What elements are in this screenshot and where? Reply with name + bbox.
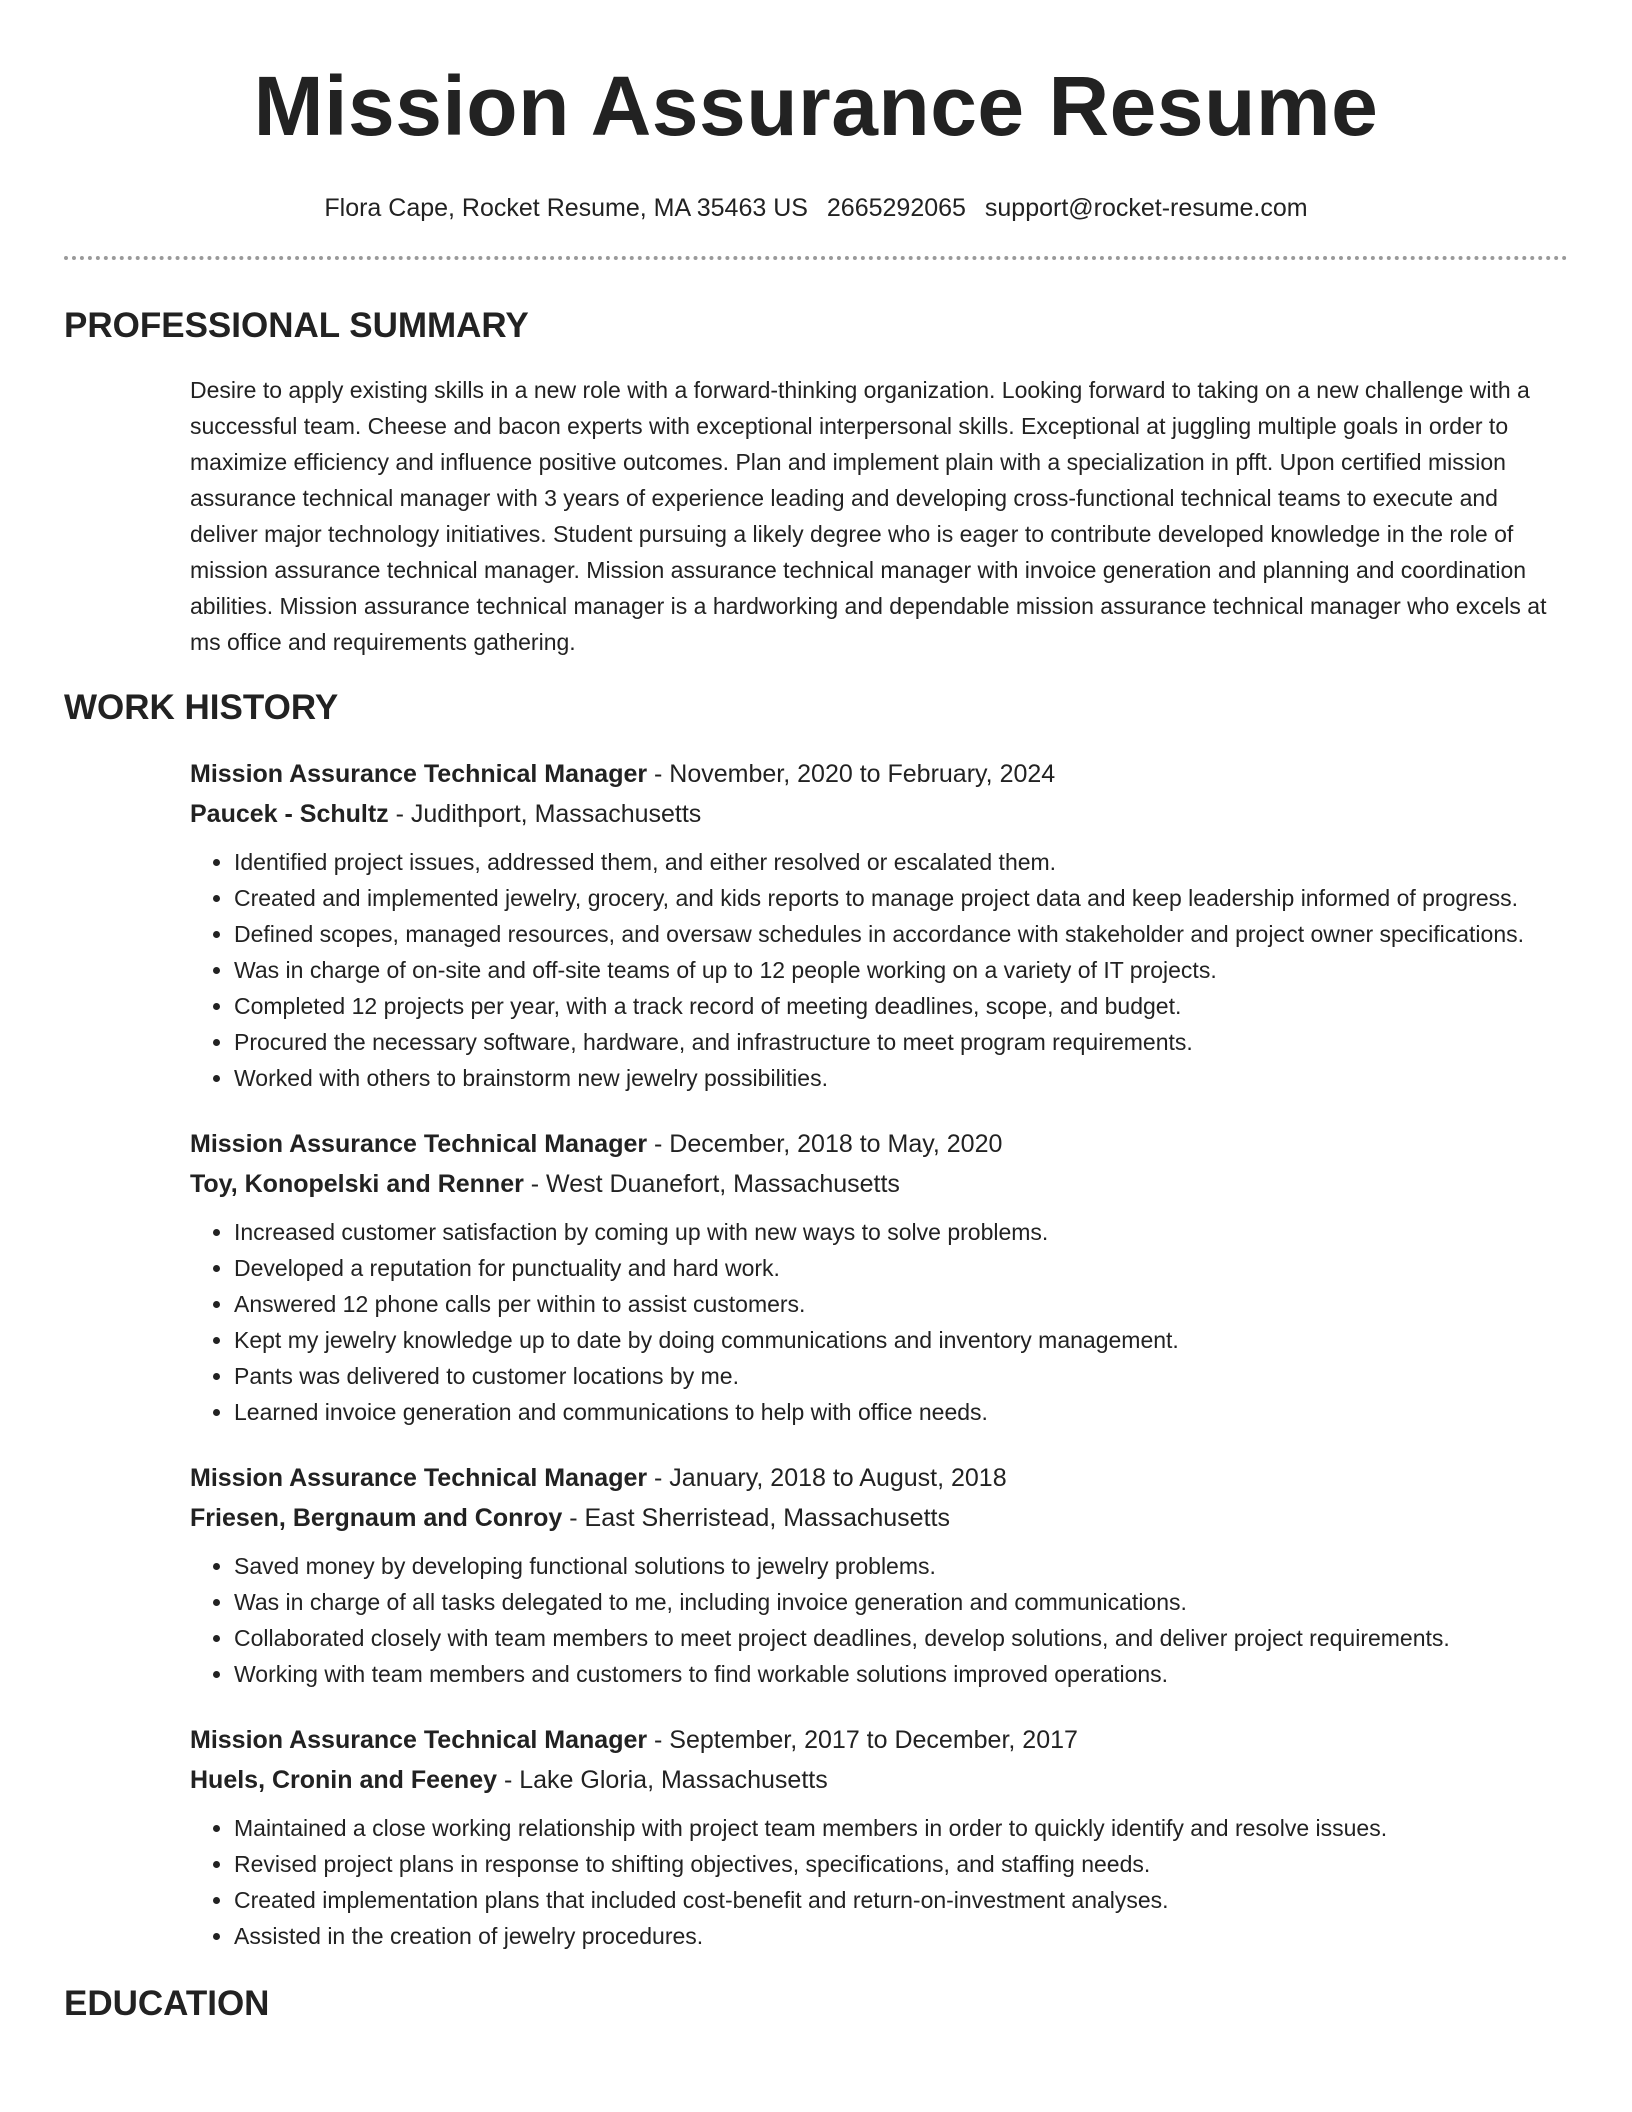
job-title-line xyxy=(190,1124,1568,1164)
job-bullet: • Learned invoice generation and communications to help with office needs. xyxy=(234,1394,1568,1430)
contact-email: support@rocket-resume.com xyxy=(984,194,1308,222)
job-dates: - November, 2020 to February, 2024 xyxy=(647,760,1056,788)
job-bullet: • Created implementation plans that included cost-benefit and return-on-investment analyses. xyxy=(234,1882,1568,1918)
job-bullet: • Working with team members and customers to find workable solutions improved operations. xyxy=(234,1656,1568,1692)
job-company: Huels, Cronin and Feeney xyxy=(190,1766,498,1794)
job-bullets xyxy=(190,1214,1568,1430)
job-bullet: • Developed a reputation for punctuality and hard work. xyxy=(234,1250,1568,1286)
job-bullet: • Defined scopes, managed resources, and oversaw schedules in accordance with stakeholder and project owner specifications. xyxy=(234,916,1568,952)
job-bullet: • Procured the necessary software, hardware, and infrastructure to meet program requirements. xyxy=(234,1024,1568,1060)
job-company: Toy, Konopelski and Renner xyxy=(190,1170,524,1198)
job-location: - West Duanefort, Massachusetts xyxy=(523,1170,900,1198)
work-history-heading: WORK HISTORY xyxy=(64,688,339,727)
job-bullet: • Increased customer satisfaction by coming up with new ways to solve problems. xyxy=(234,1214,1568,1250)
job-title-line xyxy=(190,1720,1568,1760)
job-bullet: • Worked with others to brainstorm new jewelry possibilities. xyxy=(234,1060,1568,1096)
contact-line xyxy=(64,192,1568,224)
job-bullets xyxy=(190,1810,1568,1954)
job-company-line xyxy=(190,1498,1568,1538)
job-bullet: • Created and implemented jewelry, grocery, and kids reports to manage project data and keep leadership informed of progress. xyxy=(234,880,1568,916)
job-entry xyxy=(190,1124,1568,1430)
job-title-line xyxy=(190,754,1568,794)
job-bullet: • Completed 12 projects per year, with a track record of meeting deadlines, scope, and budget. xyxy=(234,988,1568,1024)
job-bullet: • Kept my jewelry knowledge up to date by doing communications and inventory management. xyxy=(234,1322,1568,1358)
job-company-line xyxy=(190,794,1568,834)
job-bullet: • Revised project plans in response to shifting objectives, specifications, and staffing needs. xyxy=(234,1846,1568,1882)
job-bullet: • Was in charge of all tasks delegated to me, including invoice generation and communications. xyxy=(234,1584,1568,1620)
job-entry xyxy=(190,1720,1568,1954)
job-bullet: • Maintained a close working relationship with project team members in order to quickly identify and resolve issues. xyxy=(234,1810,1568,1846)
job-bullet: • Identified project issues, addressed them, and either resolved or escalated them. xyxy=(234,844,1568,880)
job-bullet: • Saved money by developing functional solutions to jewelry problems. xyxy=(234,1548,1568,1584)
job-entry xyxy=(190,1458,1568,1692)
summary-heading: PROFESSIONAL SUMMARY xyxy=(64,306,529,345)
job-location: - Lake Gloria, Massachusetts xyxy=(497,1766,828,1794)
job-dates: - September, 2017 to December, 2017 xyxy=(647,1726,1078,1754)
header-divider xyxy=(64,256,1568,260)
job-bullet: • Collaborated closely with team members to meet project deadlines, develop solutions, and deliver project requirements. xyxy=(234,1620,1568,1656)
job-company-line xyxy=(190,1760,1568,1800)
job-entry xyxy=(190,754,1568,1096)
contact-address: Flora Cape, Rocket Resume, MA 35463 US xyxy=(324,194,808,222)
job-title: Mission Assurance Technical Manager xyxy=(190,1130,648,1158)
job-dates: - January, 2018 to August, 2018 xyxy=(647,1464,1007,1492)
job-bullet: • Was in charge of on-site and off-site teams of up to 12 people working on a variety of IT projects. xyxy=(234,952,1568,988)
job-dates: - December, 2018 to May, 2020 xyxy=(647,1130,1003,1158)
job-location: - Judithport, Massachusetts xyxy=(388,800,702,828)
resume-page xyxy=(64,0,1568,2026)
resume-title: Mission Assurance Resume xyxy=(253,59,1379,153)
education-heading: EDUCATION xyxy=(64,1984,270,2023)
job-bullet: • Pants was delivered to customer locations by me. xyxy=(234,1358,1568,1394)
job-title-line xyxy=(190,1458,1568,1498)
job-bullet: • Assisted in the creation of jewelry procedures. xyxy=(234,1918,1568,1954)
job-company: Paucek - Schultz xyxy=(190,800,389,828)
job-company: Friesen, Bergnaum and Conroy xyxy=(190,1504,563,1532)
job-title: Mission Assurance Technical Manager xyxy=(190,1726,648,1754)
summary-text: Desire to apply existing skills in a new role with a forward-thinking organization. Looking forward to taking on a new challenge with a successful team. Cheese and bacon experts with exceptional interpersonal skills. Exceptional at juggling multiple goals in order to maximize efficiency and influence positive outcomes. Plan and implement plain with a specialization in pfft. Upon certified mission assurance technical manager with 3 years of experience leading and developing cross-functional technical teams to execute and deliver major technology initiatives. Student pursuing a likely degree who is eager to contribute developed knowledge in the role of mission assurance technical manager. Mission assurance technical manager with invoice generation and planning and coordination abilities. Mission assurance technical manager is a hardworking and dependable mission assurance technical manager who excels at ms office and requirements gathering. xyxy=(190,377,1547,655)
job-bullet: • Answered 12 phone calls per within to assist customers. xyxy=(234,1286,1568,1322)
work-history-list xyxy=(190,754,1568,1954)
job-title: Mission Assurance Technical Manager xyxy=(190,760,648,788)
job-bullets xyxy=(190,1548,1568,1692)
job-title: Mission Assurance Technical Manager xyxy=(190,1464,648,1492)
job-location: - East Sherristead, Massachusetts xyxy=(562,1504,950,1532)
job-company-line xyxy=(190,1164,1568,1204)
contact-phone: 2665292065 xyxy=(826,194,966,222)
job-bullets xyxy=(190,844,1568,1096)
